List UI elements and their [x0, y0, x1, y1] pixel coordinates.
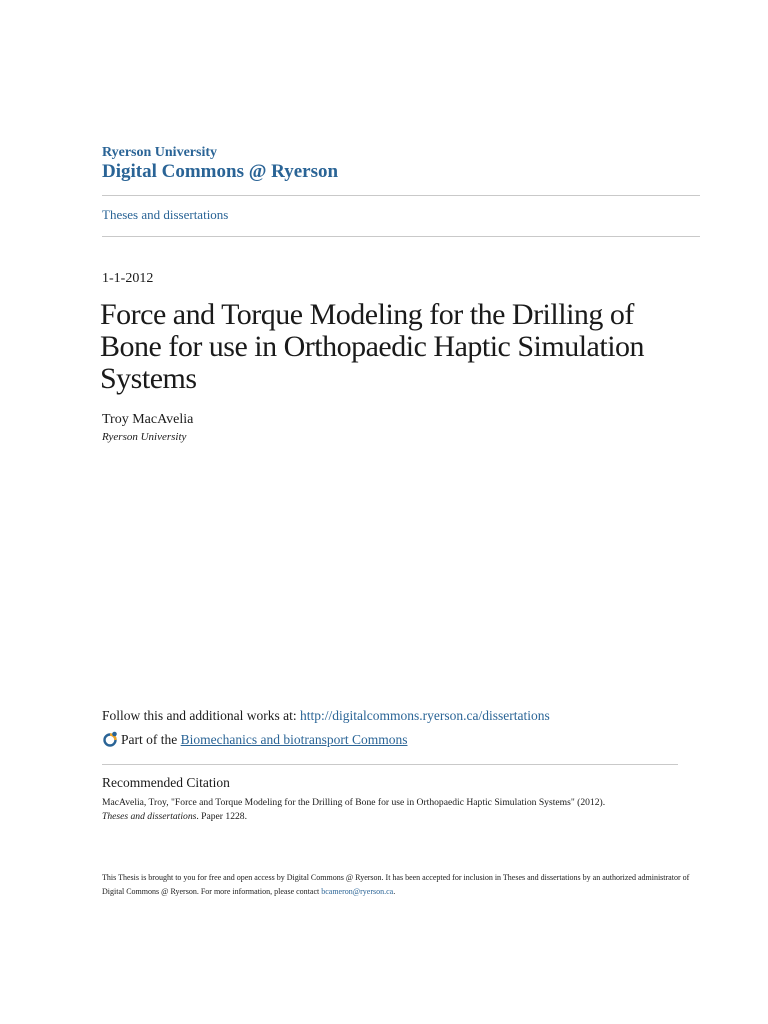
divider [102, 236, 700, 237]
institution-name[interactable]: Ryerson University [102, 145, 217, 160]
author-name: Troy MacAvelia [102, 412, 194, 427]
paper-title: Force and Torque Modeling for the Drilling of Bone for use in Orthopaedic Haptic Simulation Systems [100, 298, 645, 395]
citation-line: MacAvelia, Troy, "Force and Torque Modeling for the Drilling of Bone for use in Orthopaedic Haptic Simulation Systems" (2012). [102, 797, 606, 808]
part-of-line [102, 731, 407, 748]
divider [102, 764, 678, 765]
citation-heading: Recommended Citation [102, 775, 230, 790]
citation-text [102, 796, 702, 824]
follow-line [102, 708, 550, 724]
part-of-prefix: Part of the [121, 732, 181, 747]
access-notice [102, 871, 702, 899]
repository-name[interactable]: Digital Commons @ Ryerson [102, 161, 339, 182]
access-notice-text: This Thesis is brought to you for free and open access by Digital Commons @ Ryerson. It has been accepted for inclusion in Theses and dissertations by an authorized administrator of Digital Commons @ Ryerson. For more information, please contact [102, 873, 690, 896]
follow-url-link[interactable]: http://digitalcommons.ryerson.ca/dissertations [300, 708, 550, 723]
divider [102, 195, 700, 196]
access-notice-end: . [393, 887, 396, 896]
network-commons-icon [102, 731, 118, 747]
author-affiliation: Ryerson University [102, 431, 187, 443]
collection-link[interactable]: Theses and dissertations [102, 207, 229, 222]
publication-date: 1-1-2012 [102, 271, 154, 286]
follow-prefix: Follow this and additional works at: [102, 708, 300, 723]
contact-email-link[interactable]: bcameron@ryerson.ca [321, 887, 394, 896]
citation-series: Theses and dissertations [102, 811, 197, 822]
discipline-link[interactable]: Biomechanics and biotransport Commons [180, 732, 408, 747]
citation-paper-number: . Paper 1228. [196, 811, 247, 822]
